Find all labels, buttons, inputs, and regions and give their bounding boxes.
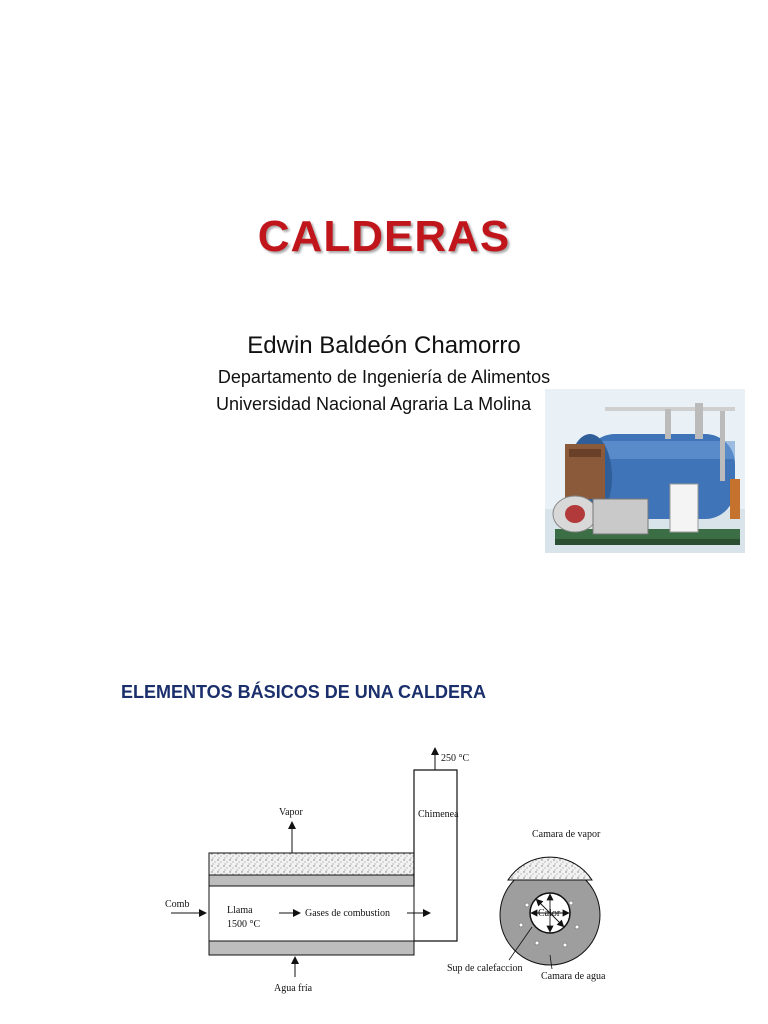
cold-water-label: Agua fría	[274, 983, 313, 994]
flame-label: Llama	[227, 905, 253, 916]
boiler-diagram	[157, 745, 617, 1000]
vapor-label: Vapor	[279, 807, 303, 818]
slide-title: CALDERAS	[257, 212, 511, 261]
chimney-label: Chimenea	[418, 809, 459, 820]
author-name: Edwin Baldeón Chamorro	[247, 332, 521, 359]
water-layer-top	[209, 875, 414, 886]
department-line: Departamento de Ingeniería de Alimentos	[217, 367, 551, 387]
water-layer-bottom	[209, 941, 414, 955]
water-chamber-label: Camara de agua	[541, 971, 606, 982]
fuel-label: Comb	[165, 899, 190, 910]
gases-label: Gases de combustion	[305, 908, 390, 919]
steam-chamber	[209, 853, 414, 875]
university-line: Universidad Nacional Agraria La Molina	[216, 394, 532, 414]
flame-temp-label: 1500 °C	[227, 919, 261, 930]
exhaust-temp-label: 250 °C	[441, 753, 470, 764]
steam-chamber-label: Camara de vapor	[532, 829, 601, 840]
boiler-photo	[545, 389, 745, 553]
section-heading: ELEMENTOS BÁSICOS DE UNA CALDERA	[121, 682, 487, 702]
heat-label: Calor	[538, 908, 561, 919]
heating-surface-label: Sup de calefaccion	[447, 963, 523, 974]
